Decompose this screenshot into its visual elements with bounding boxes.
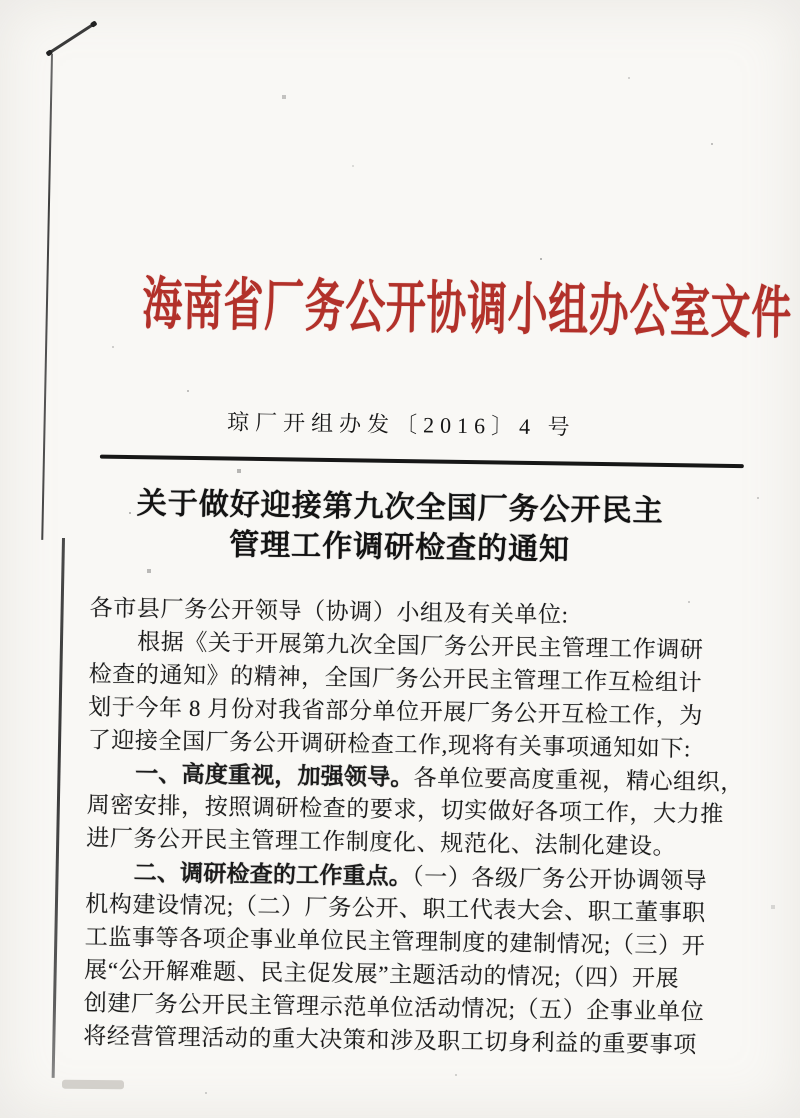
letterhead-title xyxy=(3,256,800,350)
body-segment: 检查的通知》的精神，全国厂务公开民主管理工作互检组计 xyxy=(88,661,703,696)
body-segment: 各市县厂务公开领导（协调）小组及有关单位: xyxy=(89,595,569,628)
document-title xyxy=(0,482,800,574)
body-segment: 划于今年 8 月份对我省部分单位开展厂务公开互检工作，为 xyxy=(88,694,704,729)
document-title-line2: 管理工作调研检查的通知 xyxy=(228,528,571,567)
body-segment-heading: 一、高度重视，加强领导。 xyxy=(135,760,414,791)
header-divider xyxy=(100,455,744,469)
body-segment: 机构建设情况;（二）厂务公开、职工代表大会、职工董事职 xyxy=(85,891,706,926)
body-segment: （一）各级厂务公开协调领导 xyxy=(411,864,708,894)
body-segment-heading: 二、调研检查的工作重点。 xyxy=(133,859,413,890)
letterhead-title-text: 海南省厂务公开协调小组办公室文件 xyxy=(141,273,793,346)
body-text xyxy=(83,592,752,1062)
document-title-line1: 关于做好迎接第九次全国厂务公开民主 xyxy=(136,487,664,528)
body-segment: 进厂务公开民主管理工作制度化、规范化、法制化建设。 xyxy=(86,825,677,860)
body-segment: 周密安排，按照调研检查的要求，切实做好各项工作，大力推 xyxy=(86,792,725,828)
body-segment: 了迎接全国厂务公开调研检查工作,现将有关事项通知如下: xyxy=(87,726,692,761)
body-segment: 各单位要高度重视，精心组织， xyxy=(413,765,745,796)
scan-noise xyxy=(0,0,2,2)
body-segment: 展“公开解难题、民主促发展”主题活动的情况;（四）开展 xyxy=(84,957,680,991)
body-segment: 创建厂务公开民主管理示范单位活动情况;（五）企事业单位 xyxy=(83,990,705,1025)
body-segment: 工监事等各项企事业单位民主管理制度的建制情况;（三）开 xyxy=(84,924,706,959)
body-segment: 根据《关于开展第九次全国厂务公开民主管理工作调研 xyxy=(136,629,704,663)
body-segment: 将经营管理活动的重大决策和涉及职工切身利益的重要事项 xyxy=(83,1022,698,1058)
document-number: 琼厂开组办发〔2016〕4 号 xyxy=(226,409,576,440)
